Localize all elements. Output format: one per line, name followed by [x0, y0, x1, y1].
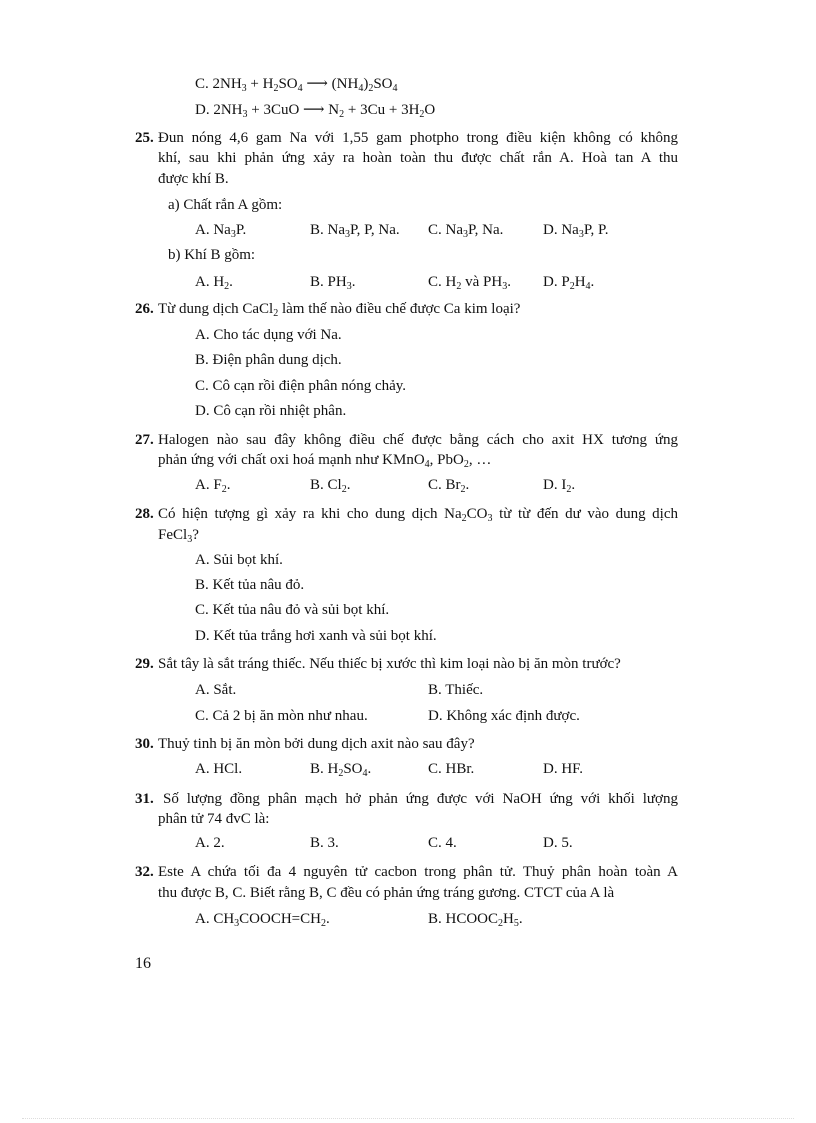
q30-text: Thuỷ tinh bị ăn mòn bởi dung dịch axit nào sau đây? [158, 736, 475, 752]
q26-option-c: C. Cô cạn rồi điện phân nóng chảy. [195, 378, 407, 394]
q27-text-line2: phản ứng với chất oxi hoá mạnh như KMnO$_4$, PbO$_2$, … [158, 452, 492, 470]
q26-option-b: B. Điện phân dung dịch. [195, 352, 342, 368]
q25b-option-b: B. $PH_3$. [310, 274, 356, 292]
q30-number: 30. [135, 736, 154, 752]
q31-number: 31. [135, 791, 154, 807]
q28-text-line1: Có hiện tượng gì xảy ra khi cho dung dịch $Na_2CO_3$ từ từ đến dư vào dung dịch [158, 506, 678, 524]
q25a-option-a: A. $Na_3P$. [195, 222, 247, 240]
q27-option-a: A. $F_2$. [195, 477, 231, 495]
q26-number: 26. [135, 301, 154, 317]
q28-option-a: A. Sủi bọt khí. [195, 552, 283, 568]
q29-text: Sắt tây là sắt tráng thiếc. Nếu thiếc bị xước thì kim loại nào bị ăn mòn trước? [158, 656, 621, 672]
q28-text-line2: FeCl$_3$? [158, 527, 199, 545]
q25b-option-a: A. $H_2$. [195, 274, 233, 292]
q32-text-line1: Este A chứa tối đa 4 nguyên tử cacbon trong phân tử. Thuỷ phân hoàn toàn A [158, 864, 678, 880]
q30-option-b: B. $H_2SO_4$. [310, 761, 372, 779]
q25b-option-c: C. $H_2$ và $PH_3$. [428, 274, 511, 292]
q32-text-line2: thu được B, C. Biết rằng B, C đều có phản ứng tráng gương. CTCT của A là [158, 885, 615, 901]
q27-text-line1: Halogen nào sau đây không điều chế được bằng cách cho axit HX tương ứng [158, 432, 678, 448]
q31-text-line2: phân tử 74 đvC là: [158, 811, 270, 827]
q28-option-c: C. Kết tủa nâu đỏ và sủi bọt khí. [195, 602, 390, 618]
q24-option-d: D. $2NH_3 + 3CuO$ ⟶ $N_2 + 3Cu + 3H_2O$ [195, 102, 436, 120]
q25b-option-d: D. $P_2H_4$. [543, 274, 595, 292]
q25a-option-c: C. $Na_3P$, Na. [428, 222, 504, 240]
q29-option-c: C. Cả 2 bị ăn mòn như nhau. [195, 708, 368, 724]
q28-number: 28. [135, 506, 154, 522]
page-bottom-divider [22, 1118, 794, 1119]
q29-option-d: D. Không xác định được. [428, 708, 580, 724]
q31-option-a: A. 2. [195, 835, 225, 851]
q32-option-b: B. $HCOOC_2H_5$. [428, 911, 523, 929]
q27-option-c: C. $Br_2$. [428, 477, 470, 495]
q32-number: 32. [135, 864, 154, 880]
q25a-option-b: B. $Na_3P$, P, Na. [310, 222, 400, 240]
q30-option-d: D. HF. [543, 761, 584, 777]
q31-option-c: C. 4. [428, 835, 457, 851]
q26-option-a: A. Cho tác dụng với Na. [195, 327, 342, 343]
q27-number: 27. [135, 432, 154, 448]
q25-number: 25. [135, 130, 154, 146]
q30-option-c: C. HBr. [428, 761, 475, 777]
q27-option-b: B. $Cl_2$. [310, 477, 351, 495]
page-number: 16 [135, 955, 151, 972]
q25-text-line3: được khí B. [158, 171, 229, 187]
q30-option-a: A. HCl. [195, 761, 243, 777]
q25-text-line2: khí, sau khi phản ứng xảy ra hoàn toàn thu được chất rắn A. Hoà tan A thu [158, 150, 678, 166]
q29-option-a: A. Sắt. [195, 682, 237, 698]
q32-option-a: A. $CH_3COOCH=CH_2$. [195, 911, 330, 929]
q25a-option-d: D. $Na_3P$, P. [543, 222, 609, 240]
q28-option-b: B. Kết tủa nâu đỏ. [195, 577, 305, 593]
q24-option-c: C. $2NH_3 + H_2SO_4$ ⟶ $(NH_4)_2SO_4$ [195, 76, 398, 94]
q27-option-d: D. $I_2$. [543, 477, 576, 495]
q26-text: Từ dung dịch CaCl$_2$ làm thế nào điều chế được Ca kim loại? [158, 301, 521, 319]
q25-sub-b: b) Khí B gồm: [168, 247, 256, 263]
q31-text-line1: Số lượng đồng phân mạch hở phản ứng được với NaOH ứng với khối lượng [163, 791, 678, 807]
q31-option-d: D. 5. [543, 835, 573, 851]
q31-option-b: B. 3. [310, 835, 339, 851]
q29-option-b: B. Thiếc. [428, 682, 484, 698]
q28-option-d: D. Kết tủa trắng hơi xanh và sủi bọt khí. [195, 628, 437, 644]
q25-text-line1: Đun nóng 4,6 gam Na với 1,55 gam photpho trong điều kiện không có không [158, 130, 678, 146]
q25-sub-a: a) Chất rắn A gồm: [168, 197, 283, 213]
q26-option-d: D. Cô cạn rồi nhiệt phân. [195, 403, 347, 419]
q29-number: 29. [135, 656, 154, 672]
